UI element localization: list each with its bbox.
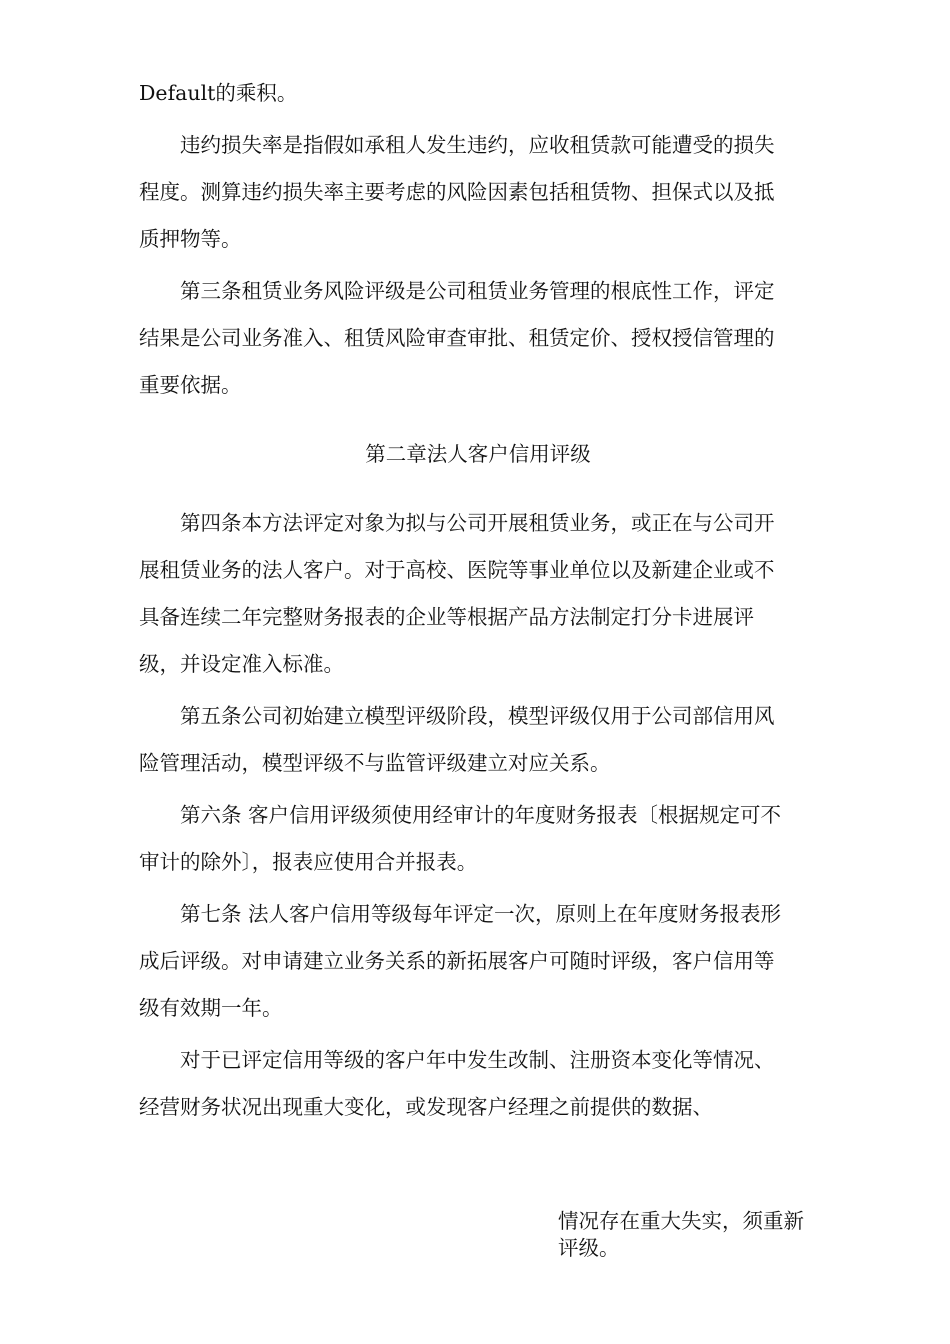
text-line: 第五条公司初始建立模型评级阶段，模型评级仅用于公司部信用风 xyxy=(180,704,775,728)
text-line: 经营财务状况出现重大变化，或发现客户经理之前提供的数据、 xyxy=(139,1095,713,1119)
text-line: 展租赁业务的法人客户。对于高校、医院等事业单位以及新建企业或不 xyxy=(139,558,775,582)
text-line: 成后评级。对申请建立业务关系的新拓展客户可随时评级，客户信用等 xyxy=(139,949,775,973)
text-line: 结果是公司业务准入、租赁风险审查审批、租赁定价、授权授信管理的 xyxy=(139,326,775,350)
text-line: 级有效期一年。 xyxy=(139,996,283,1020)
text-line: 第七条 法人客户信用等级每年评定一次，原则上在年度财务报表形 xyxy=(180,902,782,926)
document-body xyxy=(139,70,817,1136)
text-line: 级，并设定准入标准。 xyxy=(139,652,344,676)
text-line: 对于已评定信用等级的客户年中发生改制、注册资本变化等情况、 xyxy=(180,1048,775,1072)
text-line: 第三条租赁业务风险评级是公司租赁业务管理的根底性工作，评定 xyxy=(180,279,775,303)
text-line: 质押物等。 xyxy=(139,227,242,251)
chapter-heading: 第二章法人客户信用评级 xyxy=(365,442,591,466)
text-line: 程度。测算违约损失率主要考虑的风险因素包括租赁物、担保式以及抵 xyxy=(139,180,775,204)
text-line: 具备连续二年完整财务报表的企业等根据产品方法制定打分卡进展评 xyxy=(139,605,754,629)
tail-fragment xyxy=(558,1208,828,1262)
paragraph xyxy=(139,1037,817,1131)
text-line: 第四条本方法评定对象为拟与公司开展租赁业务，或正在与公司开 xyxy=(180,511,775,535)
paragraph xyxy=(139,693,817,787)
text-line: 违约损失率是指假如承租人发生违约，应收租赁款可能遭受的损失 xyxy=(180,133,775,157)
paragraph xyxy=(139,891,817,1032)
paragraph xyxy=(139,792,817,886)
text-line: 第六条 客户信用评级须使用经审计的年度财务报表〔根据规定可不 xyxy=(180,803,782,827)
text-line: 评级。 xyxy=(558,1236,620,1260)
paragraph xyxy=(139,70,817,117)
paragraph xyxy=(139,500,817,688)
text-line: Default的乘积。 xyxy=(139,81,298,105)
text-line: 重要依据。 xyxy=(139,373,242,397)
paragraph xyxy=(139,268,817,409)
text-line: 情况存在重大失实，须重新 xyxy=(558,1209,804,1233)
text-line: 审计的除外〕，报表应使用合并报表。 xyxy=(139,850,478,874)
paragraph xyxy=(139,122,817,263)
text-line: 险管理活动，模型评级不与监管评级建立对应关系。 xyxy=(139,751,611,775)
